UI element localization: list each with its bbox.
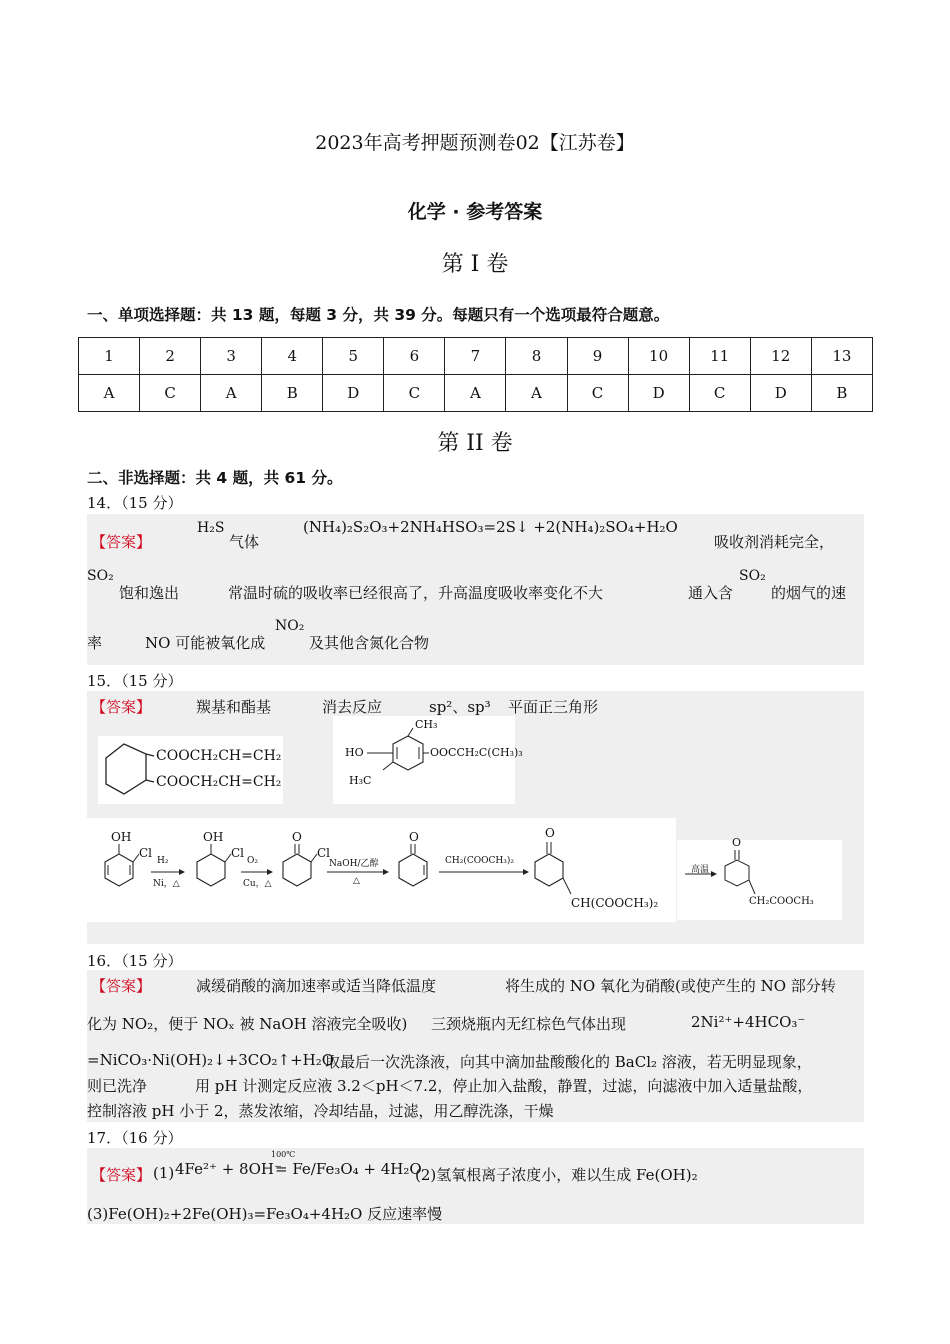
synthesis-route-final-step [677,836,842,920]
answer-reaction-type: 消去反应 [322,698,383,716]
cyclohexanone-icon [677,840,842,920]
table-cell: C [567,375,628,412]
answer-geometry: 平面正三角形 [508,698,599,716]
answer-procedure: 用 pH 计测定反应液 3.2＜pH＜7.2，停止加入盐酸，静置，过滤，向滤液中加入适量盐酸， [195,1077,813,1095]
answer-procedure-cont: 控制溶液 pH 小于 2，蒸发浓缩，冷却结晶，过滤，用乙醇洗涤，干燥 [87,1102,554,1120]
table-cell: 9 [567,338,628,375]
answer-no2: NO₂ [275,618,305,634]
reagent-o2: O₂ [247,856,258,866]
answer-rate-text: 的烟气的速 [771,584,847,602]
table-cell: D [628,375,689,412]
question-16-answer-box [87,970,864,1122]
answer-table-answer-row [79,375,873,412]
answer-label: 【答案】 [91,1166,152,1184]
answer-h2s: H₂S [197,520,225,536]
methyl-top: CH₃ [415,718,438,731]
condition-heat: △ [353,876,360,886]
chloro-label: Cl [317,846,331,860]
answer-label: 【答案】 [91,698,152,716]
answer-ionic-eq-left: 2Ni²⁺+4HCO₃⁻ [691,1013,806,1031]
volume-1-heading: 第 I 卷 [441,252,509,277]
answer-saturation-text: 饱和逸出 [119,584,180,602]
answer-ionic-eq-right: =NiCO₃·Ni(OH)₂↓+3CO₂↑+H₂O [87,1051,335,1069]
document-title: 2023年高考押题预测卷02【江苏卷】 [315,132,635,154]
answer-gas-text: 气体 [229,533,260,551]
answer-no-text: NO 可能被氧化成 [145,634,266,652]
answer-equation: (NH₄)₂S₂O₃+2NH₄HSO₃=2S↓ +2(NH₄)₂SO₄+H₂O [303,518,678,536]
table-cell: C [689,375,750,412]
answer-absorbent-text: 吸收剂消耗完全， [714,533,835,551]
question-14-answer-box [87,514,864,665]
table-cell: A [79,375,140,412]
condition-cu: Cu，△ [243,879,272,889]
question-15-heading: 15．（15 分） [87,672,183,690]
answer-eq-reactants: 4Fe²⁺ + 8OH⁻ [175,1160,282,1178]
answer-hybridization: sp²、sp³ [429,698,491,716]
table-cell: C [384,375,445,412]
answer-eq-condition: 100℃ [271,1150,296,1159]
document-subtitle: 化学 · 参考答案 [407,201,543,223]
structure-phenol-ester [333,716,523,804]
table-cell: 10 [628,338,689,375]
table-cell: 7 [445,338,506,375]
condition-high-temp: 高温 [691,865,710,875]
condition-ni: Ni，△ [153,879,180,889]
answer-part-1: (1) [153,1164,175,1182]
answer-eq-products: = Fe/Fe₃O₄ + 4H₂O [275,1160,422,1178]
answer-label: 【答案】 [91,977,152,995]
answer-rate-end: 率 [87,634,103,652]
reagent-naoh: NaOH/乙醇 [329,859,379,869]
methyl-bottom: H₃C [349,774,372,787]
table-cell: A [445,375,506,412]
ester-substituent: CH₂COOCH₃ [749,896,814,907]
answer-table-number-row [79,338,873,375]
question-17-answer-box [87,1148,864,1224]
answer-table [78,337,873,412]
malonate-substituent: CH(COOCH₃)₂ [571,896,659,910]
answer-nitrogen-text: 及其他含氮化合物 [309,634,430,652]
question-16-heading: 16．（15 分） [87,952,183,970]
answer-oxidation-cont: 化为 NO₂，便于 NOₓ 被 NaOH 溶液完全吸收) [87,1015,408,1033]
chloro-label: Cl [139,846,153,860]
table-cell: 13 [811,338,872,375]
table-cell: 11 [689,338,750,375]
question-15-answer-box [87,691,864,944]
table-cell: B [811,375,872,412]
volume-2-heading: 第 II 卷 [437,431,513,456]
answer-temperature-text: 常温时硫的吸收率已经很高了，升高温度吸收率变化不大 [228,584,604,602]
table-cell: D [750,375,811,412]
hydroxyl-label: OH [111,830,132,844]
table-cell: D [323,375,384,412]
table-cell: A [506,375,567,412]
answer-so2: SO₂ [87,568,114,584]
table-cell: 8 [506,338,567,375]
carbonyl-oxygen-label: O [732,836,742,849]
hydroxyl-label: OH [203,830,224,844]
table-cell: 1 [79,338,140,375]
answer-endpoint: 三颈烧瓶内无红棕色气体出现 [431,1015,627,1033]
table-cell: A [201,375,262,412]
answer-washing-test: 取最后一次洗涤液，向其中滴加盐酸酸化的 BaCl₂ 溶液，若无明显现象， [325,1053,812,1071]
table-cell: 6 [384,338,445,375]
ester-chain-top: COOCH₂CH=CH₂ [156,748,282,764]
answer-label: 【答案】 [91,533,152,551]
carbonyl-oxygen-label: O [409,830,419,844]
ester-group-label: OOCCH₂C(CH₃)₃ [430,746,523,759]
question-17-heading: 17．（16 分） [87,1129,183,1147]
carbonyl-oxygen-label: O [545,826,555,840]
answer-functional-groups: 羰基和酯基 [196,698,272,716]
section-1-heading: 一、单项选择题：共 13 题，每题 3 分，共 39 分。每题只有一个选项最符合题意。 [87,306,670,324]
carbonyl-oxygen-label: O [292,830,302,844]
chloro-label: Cl [231,846,245,860]
ester-chain-bottom: COOCH₂CH=CH₂ [156,774,282,790]
table-cell: 5 [323,338,384,375]
answer-so2-2: SO₂ [739,568,766,584]
table-cell: B [262,375,323,412]
table-cell: 4 [262,338,323,375]
cycloalkane-ring-icon [98,736,283,804]
question-14-heading: 14．（15 分） [87,494,183,512]
synthesis-route [87,818,676,922]
answer-part-2: (2)氢氧根离子浓度小，难以生成 Fe(OH)₂ [415,1166,698,1184]
table-cell: 2 [140,338,201,375]
answer-oxidation: 将生成的 NO 氧化为硝酸(或使产生的 NO 部分转 [505,977,836,995]
section-2-heading: 二、非选择题：共 4 题，共 61 分。 [87,469,343,487]
hydroxyl-label: HO [345,746,364,759]
answer-rate-control: 减缓硝酸的滴加速率或适当降低温度 [196,977,437,995]
answer-washing-test-cont: 则已洗净 [87,1077,148,1095]
table-cell: C [140,375,201,412]
answer-part-3: (3)Fe(OH)₂+2Fe(OH)₃=Fe₃O₄+4H₂O 反应速率慢 [87,1205,443,1223]
reagent-h2: H₂ [157,856,169,866]
table-cell: 3 [201,338,262,375]
table-cell: 12 [750,338,811,375]
reagent-malonate: CH₂(COOCH₃)₂ [445,856,514,866]
structure-diester [98,736,283,804]
answer-inlet-text: 通入含 [688,584,734,602]
